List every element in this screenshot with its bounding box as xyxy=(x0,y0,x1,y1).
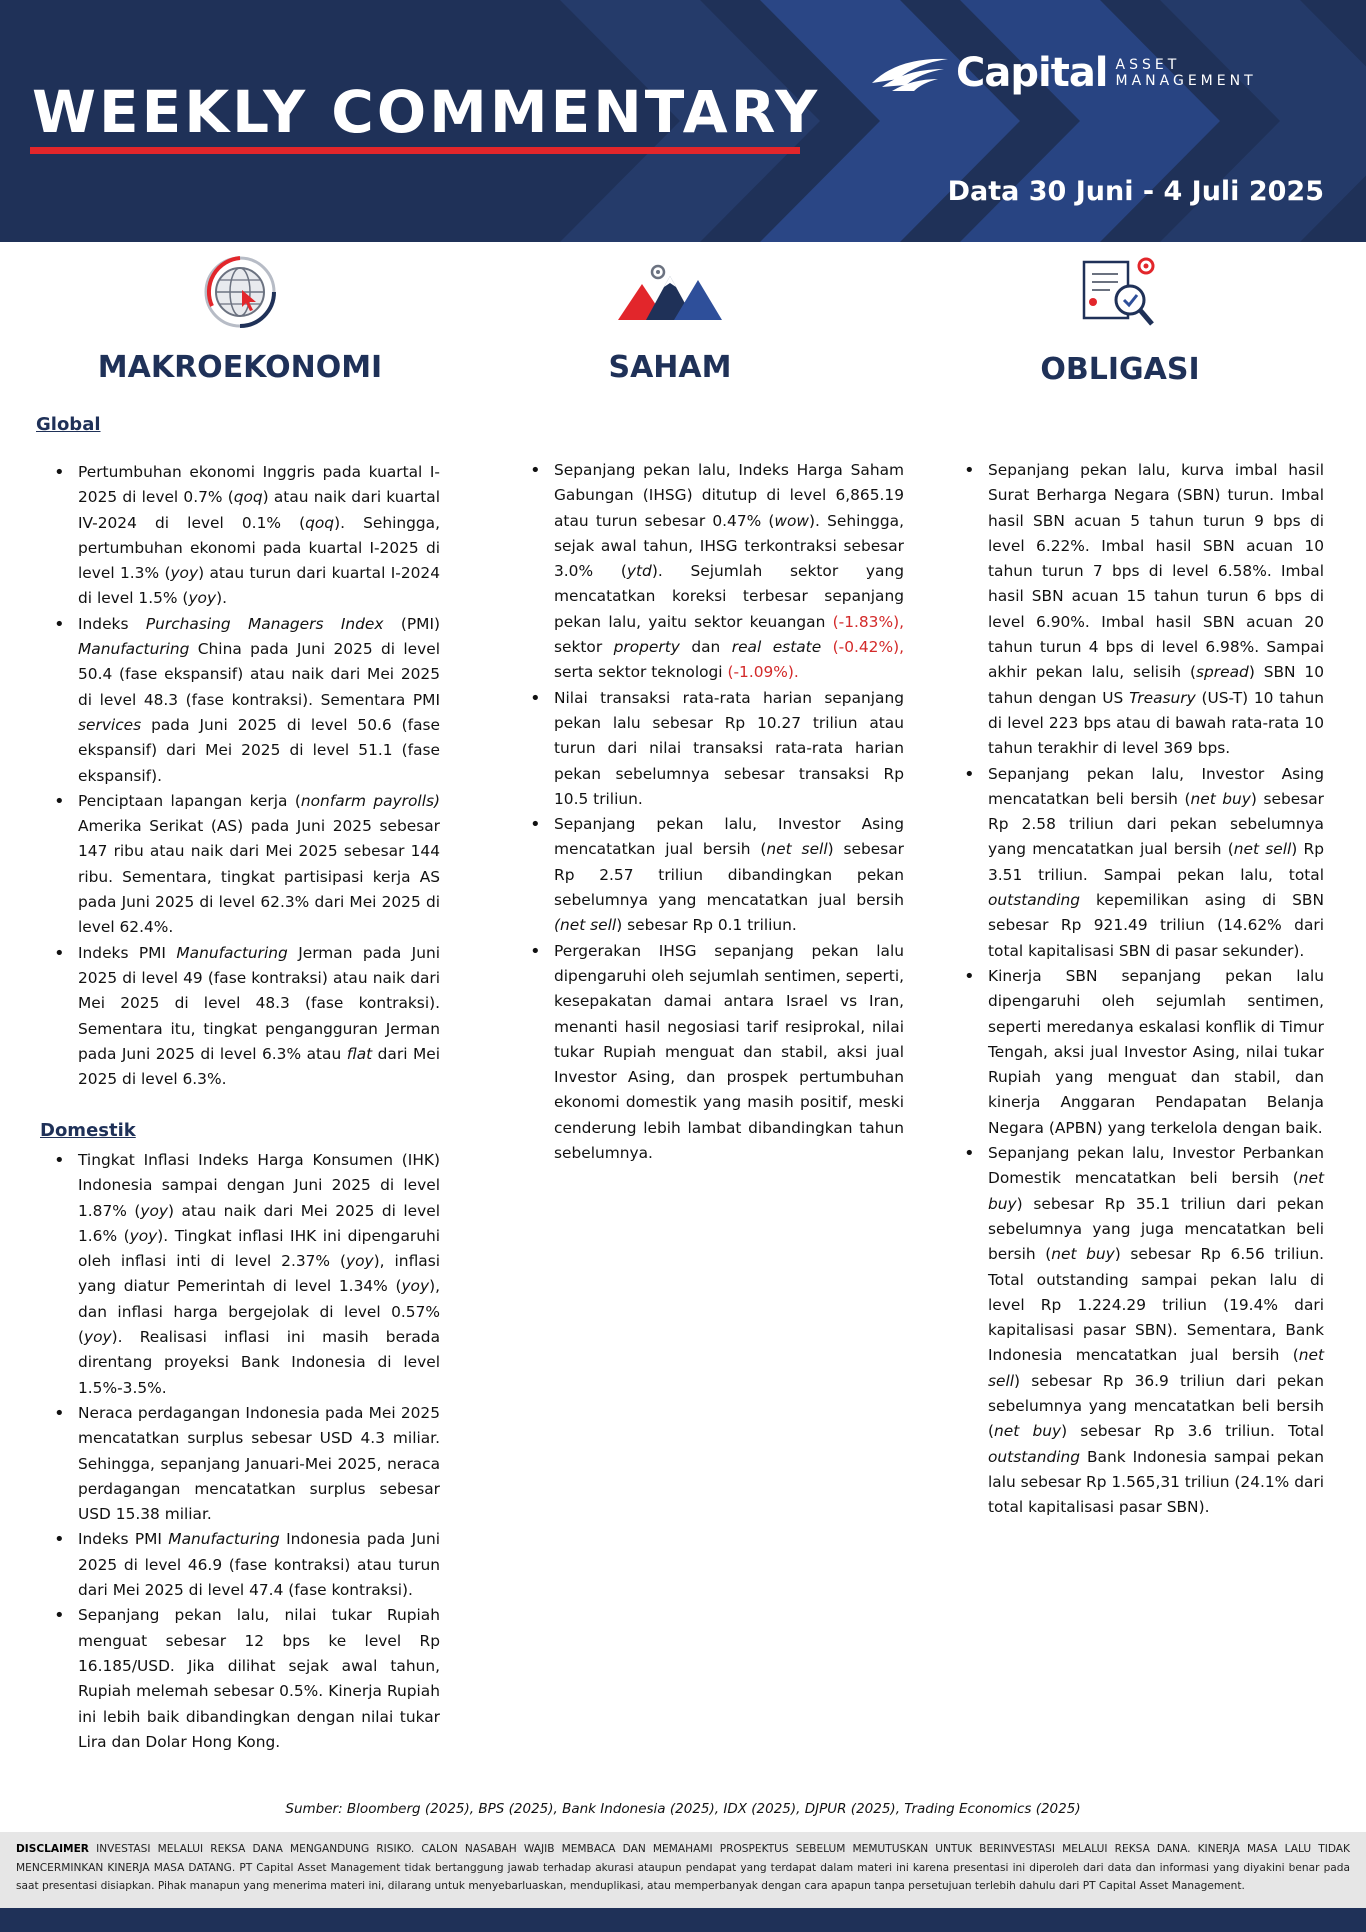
italic-term: property xyxy=(613,638,680,657)
column-makro-domestik xyxy=(40,1148,440,1755)
italic-term: yoy xyxy=(84,1328,112,1347)
negative-value: (-0.42%), xyxy=(832,638,904,657)
list-item: • Penciptaan lapangan kerja (nonfarm payrolls) Amerika Serikat (AS) pada Juni 2025 sebesar 147 ribu atau naik dari Mei 2025 sebesar 144 ribu. Sementara, tingkat partisipasi kerja AS pada Juni 2025 di level 62.3% dari Mei 2025 di level 62.4%. xyxy=(40,789,440,941)
italic-term: Manufacturing xyxy=(168,1530,280,1549)
list-item: • Sepanjang pekan lalu, Investor Asing mencatatkan beli bersih (net buy) sebesar Rp 2.58 triliun dari pekan sebelumnya yang mencatatkan jual bersih (net sell) Rp 3.51 triliun. Sampai pekan lalu, total outstanding kepemilikan asing di SBN sebesar Rp 921.49 triliun (14.62% dari total kapitalisasi SBN di pasar sekunder). xyxy=(950,762,1324,964)
brand-logo xyxy=(868,48,1257,98)
logo-subtitle-line1: ASSET xyxy=(1115,57,1181,73)
list-makro-global xyxy=(40,460,440,1092)
section-title-makroekonomi: MAKROEKONOMI xyxy=(97,350,383,385)
list-item: • Nilai transaksi rata-rata harian sepanjang pekan lalu sebesar Rp 10.27 triliun atau turun dari nilai transaksi rata-rata harian pekan sebelumnya sebesar transaksi Rp 10.5 triliun. xyxy=(516,686,904,812)
list-item: • Kinerja SBN sepanjang pekan lalu dipengaruhi oleh sejumlah sentimen, seperti meredanya eskalasi konflik di Timur Tengah, aksi jual Investor Asing, nilai tukar Rupiah yang menguat dan stabil, dan kinerja Anggaran Pendapatan Belanja Negara (APBN) yang terkelola dengan baik. xyxy=(950,964,1324,1141)
list-item: • Pergerakan IHSG sepanjang pekan lalu dipengaruhi oleh sejumlah sentimen, seperti, kesepakatan damai antara Israel vs Iran, menanti hasil negosiasi tarif resiprokal, nilai tukar Rupiah menguat dan stabil, aksi jual Investor Asing, dan prospek pertumbuhan ekonomi domestik yang masih positif, meski cenderung lebih lambat dibandingkan tahun sebelumnya. xyxy=(516,939,904,1167)
list-item: • Neraca perdagangan Indonesia pada Mei 2025 mencatatkan surplus sebesar USD 4.3 miliar. Sehingga, sepanjang Januari-Mei 2025, neraca perdagangan mencatatkan surplus sebesar USD 15.38 miliar. xyxy=(40,1401,440,1527)
negative-value: (-1.83%), xyxy=(832,612,904,631)
source-note: Sumber: Bloomberg (2025), BPS (2025), Bank Indonesia (2025), IDX (2025), DJPUR (2025), Trading Economics (2025) xyxy=(285,1801,1081,1817)
italic-term: flat xyxy=(346,1044,373,1063)
logo-name: Capital xyxy=(956,50,1108,96)
section-title-saham: SAHAM xyxy=(608,350,732,385)
column-saham xyxy=(516,458,904,1166)
list-saham xyxy=(516,458,904,1166)
italic-term: net buy xyxy=(1190,789,1251,808)
list-item: • Sepanjang pekan lalu, Investor Asing mencatatkan jual bersih (net sell) sebesar Rp 2.57 triliun dibandingkan pekan sebelumnya yang mencatatkan jual bersih (net sell) sebesar Rp 0.1 triliun. xyxy=(516,812,904,938)
italic-term: net buy xyxy=(988,1169,1324,1213)
wing-logo-icon xyxy=(868,53,952,93)
disclaimer-label: DISCLAIMER xyxy=(16,1843,89,1855)
list-item: • Sepanjang pekan lalu, Indeks Harga Saham Gabungan (IHSG) ditutup di level 6,865.19 atau turun sebesar 0.47% (wow). Sehingga, sejak awal tahun, IHSG terkontraksi sebesar 3.0% (ytd). Sejumlah sektor yang mencatatkan koreksi terbesar sepanjang pekan lalu, yaitu sektor keuangan (-1.83%), sektor property dan real estate (-0.42%), serta sektor teknologi (-1.09%). xyxy=(516,458,904,686)
list-item: • Pertumbuhan ekonomi Inggris pada kuartal I-2025 di level 0.7% (qoq) atau naik dari kuartal IV-2024 di level 0.1% (qoq). Sehingga, pertumbuhan ekonomi pada kuartal I-2025 di level 1.3% (yoy) atau turun dari kuartal I-2024 di level 1.5% (yoy). xyxy=(40,460,440,612)
italic-term: qoq xyxy=(305,513,335,532)
italic-term: outstanding xyxy=(988,891,1081,910)
logo-subtitle xyxy=(1116,57,1257,89)
globe-icon xyxy=(204,256,276,328)
italic-term: qoq xyxy=(233,488,263,507)
italic-term: services xyxy=(78,715,142,734)
italic-term: net buy xyxy=(994,1422,1062,1441)
italic-term: yoy xyxy=(129,1226,158,1245)
list-makro-domestik xyxy=(40,1148,440,1755)
list-item: • Sepanjang pekan lalu, kurva imbal hasil Surat Berharga Negara (SBN) turun. Imbal hasil SBN acuan 5 tahun turun 9 bps di level 6.22%. Imbal hasil SBN acuan 10 tahun turun 7 bps di level 6.58%. Imbal hasil SBN acuan 15 tahun turun 6 bps di level 6.90%. Imbal hasil SBN acuan 20 tahun turun 4 bps di level 6.98%. Sampai akhir pekan lalu, selisih (spread) SBN 10 tahun dengan US Treasury (US-T) 10 tahun di level 223 bps atau di bawah rata-rata 10 tahun terakhir di level 369 bps. xyxy=(950,458,1324,762)
italic-term: net sell xyxy=(988,1346,1324,1390)
column-makro-global xyxy=(40,460,440,1092)
italic-term: (net sell xyxy=(554,916,617,935)
list-item: • Sepanjang pekan lalu, nilai tukar Rupiah menguat sebesar 12 bps ke level Rp 16.185/USD. Jika dilihat sejak awal tahun, Rupiah melemah sebesar 0.5%. Kinerja Rupiah ini lebih baik dibandingkan dengan nilai tukar Lira dan Dolar Hong Kong. xyxy=(40,1603,440,1755)
italic-term: yoy xyxy=(140,1201,169,1220)
italic-term: yoy xyxy=(188,589,217,608)
italic-term: yoy xyxy=(401,1277,430,1296)
list-item: • Indeks PMI Manufacturing Indonesia pada Juni 2025 di level 46.9 (fase kontraksi) atau turun dari Mei 2025 di level 47.4 (fase kontraksi). xyxy=(40,1527,440,1603)
list-item: • Sepanjang pekan lalu, Investor Perbankan Domestik mencatatkan beli bersih (net buy) sebesar Rp 35.1 triliun dari pekan sebelumnya yang juga mencatatkan beli bersih (net buy) sebesar Rp 6.56 triliun. Total outstanding sampai pekan lalu di level Rp 1.224.29 triliun (19.4% dari kapitalisasi pasar SBN). Sementara, Bank Indonesia mencatatkan jual bersih (net sell) sebesar Rp 36.9 triliun dari pekan sebelumnya yang mencatatkan beli bersih (net buy) sebesar Rp 3.6 triliun. Total outstanding Bank Indonesia sampai pekan lalu sebesar Rp 1.565,31 triliun (24.1% dari total kapitalisasi pasar SBN). xyxy=(950,1141,1324,1520)
italic-term: net sell xyxy=(1233,840,1292,859)
italic-term: real estate xyxy=(731,638,822,657)
section-title-obligasi: OBLIGASI xyxy=(1040,352,1200,387)
italic-term: nonfarm payrolls) xyxy=(300,791,440,810)
logo-subtitle-line2: MANAGEMENT xyxy=(1115,73,1257,89)
page-title: WEEKLY COMMENTARY xyxy=(32,78,821,146)
italic-term: Treasury xyxy=(1129,688,1196,707)
footer-bar xyxy=(0,1908,1366,1932)
column-obligasi xyxy=(950,458,1324,1520)
negative-value: (-1.09%). xyxy=(727,663,799,682)
italic-term: Manufacturing xyxy=(78,640,190,659)
disclaimer xyxy=(0,1832,1366,1908)
italic-term: net sell xyxy=(766,840,828,859)
italic-term: spread xyxy=(1196,663,1249,682)
title-underline xyxy=(30,147,800,154)
disclaimer-text: INVESTASI MELALUI REKSA DANA MENGANDUNG RISIKO. CALON NASABAH WAJIB MEMBACA DAN MEMAHAMI PROSPEKTUS SEBELUM MEMUTUSKAN UNTUK BERINVESTASI MELALUI REKSA DANA. KINERJA MASA LALU TIDAK MENCERMINKAN KINERJA MASA DATANG. PT Capital Asset Management tidak bertanggung jawab terhadap akurasi ataupun pendapat yang terdapat dalam materi ini karena presentasi ini diperoleh dari data dan informasi yang diyakini benar pada saat presentasi disiapkan. Pihak manapun yang menerima materi ini, dilarang untuk menyebarluaskan, menduplikasi, atau memperbanyak dengan cara apapun tanpa persetujuan terlebih dahulu dari PT Capital Asset Management. xyxy=(16,1843,1350,1892)
italic-term: net buy xyxy=(1051,1245,1115,1264)
document-magnifier-icon xyxy=(1080,256,1160,332)
list-item: • Tingkat Inflasi Indeks Harga Konsumen (IHK) Indonesia sampai dengan Juni 2025 di level 1.87% (yoy) atau naik dari Mei 2025 di level 1.6% (yoy). Tingkat inflasi IHK ini dipengaruhi oleh inflasi inti di level 2.37% (yoy), inflasi yang diatur Pemerintah di level 1.34% (yoy), dan inflasi harga bergejolak di level 0.57% (yoy). Realisasi inflasi ini masih berada direntang proyeksi Bank Indonesia di level 1.5%-3.5%. xyxy=(40,1148,440,1401)
list-item: • Indeks Purchasing Managers Index (PMI) Manufacturing China pada Juni 2025 di level 50.4 (fase ekspansif) atau naik dari Mei 2025 di level 48.3 (fase kontraksi). Sementara PMI services pada Juni 2025 di level 50.6 (fase ekspansif) dari Mei 2025 di level 51.1 (fase ekspansif). xyxy=(40,612,440,789)
subheading-domestik: Domestik xyxy=(40,1120,136,1141)
list-item: • Indeks PMI Manufacturing Jerman pada Juni 2025 di level 49 (fase kontraksi) atau naik dari Mei 2025 di level 48.3 (fase kontraksi). Sementara itu, tingkat pengangguran Jerman pada Juni 2025 di level 6.3% atau flat dari Mei 2025 di level 6.3%. xyxy=(40,941,440,1093)
italic-term: yoy xyxy=(170,564,199,583)
subheading-global: Global xyxy=(36,414,101,435)
italic-term: wow xyxy=(774,511,810,530)
mountain-chart-icon xyxy=(618,262,722,322)
date-range: Data 30 Juni - 4 Juli 2025 xyxy=(947,176,1324,207)
italic-term: outstanding xyxy=(988,1447,1081,1466)
italic-term: yoy xyxy=(346,1252,374,1271)
italic-term: ytd xyxy=(626,562,652,581)
italic-term: Manufacturing xyxy=(176,943,288,962)
page-header xyxy=(0,0,1366,242)
italic-term: Purchasing Managers Index xyxy=(145,614,384,633)
list-obligasi xyxy=(950,458,1324,1520)
